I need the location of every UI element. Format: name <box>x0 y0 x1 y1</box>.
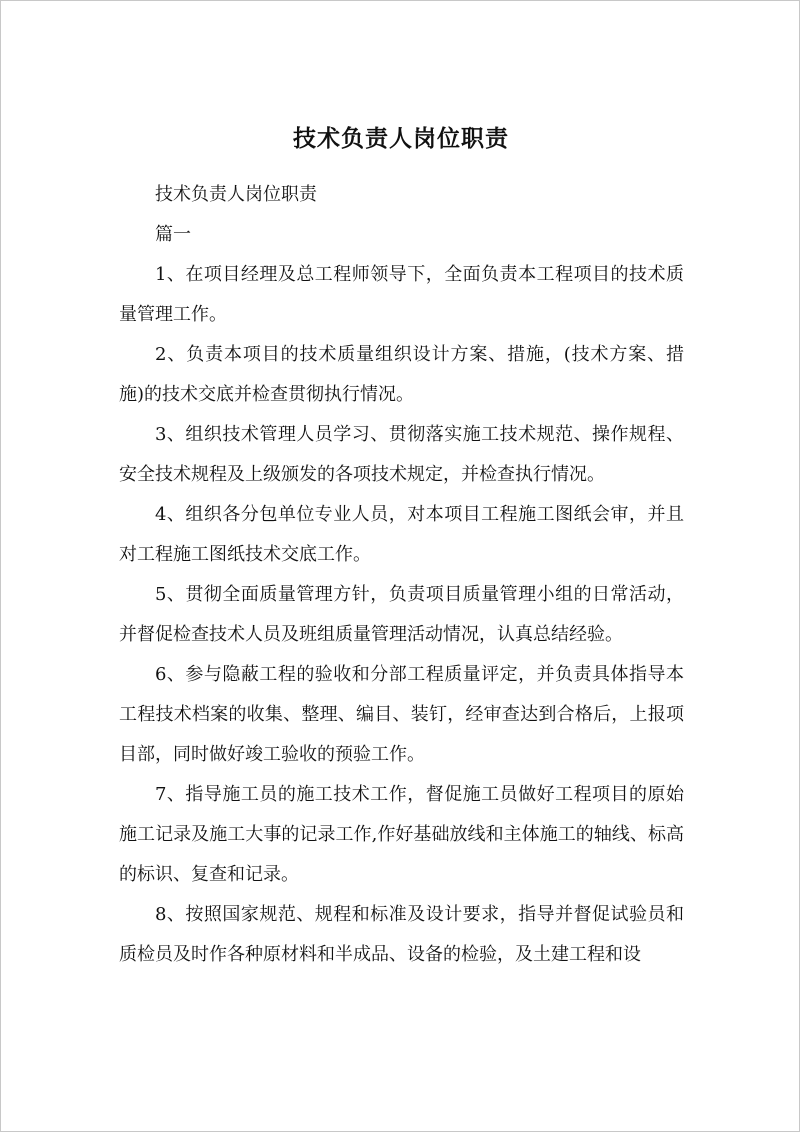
paragraph-section-label: 篇一 <box>155 224 191 245</box>
paragraph-item-5: 5、贯彻全面质量管理方针，负责项目质量管理小组的日常活动，并督促检查技术人员及班组质量管理活动情况，认真总结经验。 <box>119 584 684 645</box>
document-title: 技术负责人岗位职责 <box>293 126 509 152</box>
paragraph-subtitle: 技术负责人岗位职责 <box>155 184 317 205</box>
paragraph-item-2: 2、负责本项目的技术质量组织设计方案、措施，(技术方案、措施)的技术交底并检查贯彻执行情况。 <box>119 344 684 405</box>
paragraph-item-1: 1、在项目经理及总工程师领导下，全面负责本工程项目的技术质量管理工作。 <box>119 264 684 325</box>
paragraph-item-4: 4、组织各分包单位专业人员，对本项目工程施工图纸会审，并且对工程施工图纸技术交底工作。 <box>119 504 684 565</box>
paragraph-item-7: 7、指导施工员的施工技术工作，督促施工员做好工程项目的原始施工记录及施工大事的记录工作,作好基础放线和主体施工的轴线、标高的标识、复查和记录。 <box>119 784 684 885</box>
paragraph-item-3: 3、组织技术管理人员学习、贯彻落实施工技术规范、操作规程、安全技术规程及上级颁发的各项技术规定，并检查执行情况。 <box>119 424 684 485</box>
document-body <box>119 175 684 975</box>
paragraph-item-6: 6、参与隐蔽工程的验收和分部工程质量评定，并负责具体指导本工程技术档案的收集、整理、编目、装钉，经审查达到合格后，上报项目部，同时做好竣工验收的预验工作。 <box>119 664 684 765</box>
paragraph-item-8: 8、按照国家规范、规程和标准及设计要求，指导并督促试验员和质检员及时作各种原材料和半成品、设备的检验，及土建工程和设 <box>119 904 684 965</box>
